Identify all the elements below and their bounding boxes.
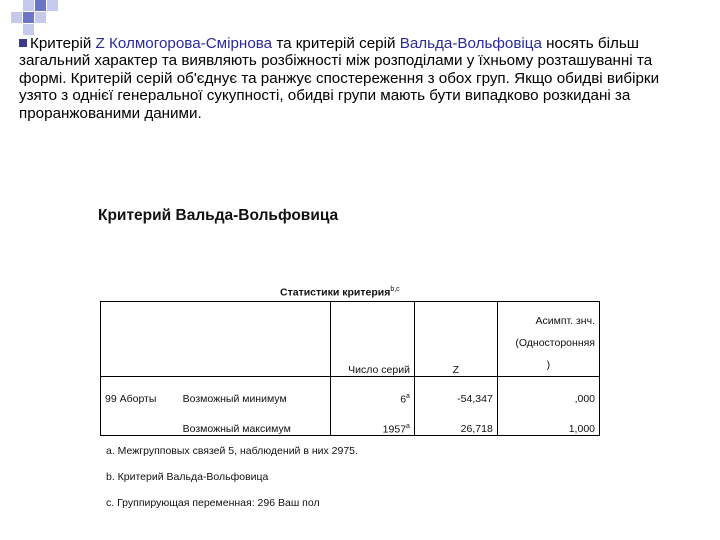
table-title-footnote: b,c (390, 286, 400, 293)
ww-test-name: Вальда-Вольфовіца (399, 35, 542, 52)
table-row (101, 377, 600, 406)
sig-value: ,000 (497, 377, 599, 406)
header-asymp-line1: Асимпт. знч. (535, 315, 595, 327)
table-title (280, 286, 400, 299)
footnote-b: b. Критерий Вальда-Вольфовица (106, 471, 269, 483)
row-label: Возможный максимум (179, 405, 331, 436)
group-label: 99 Аборты (101, 377, 179, 406)
bullet-icon (19, 39, 27, 47)
table-header-row (101, 302, 600, 377)
header-asymp-line2: (Односторонняя (515, 337, 595, 349)
header-asymp-line3: ) (546, 359, 551, 371)
footnote-a: a. Межгрупповых связей 5, наблюдений в них 2975. (106, 445, 358, 457)
and-text: та критерій серій (272, 35, 400, 52)
table-footnotes (106, 445, 358, 523)
z-value: -54,347 (414, 377, 497, 406)
decorative-squares (0, 0, 80, 40)
sig-value: 1,000 (497, 405, 599, 436)
table-title-text: Статистики критерия (280, 286, 391, 299)
runs-value: 6$^a$ (330, 377, 414, 406)
row-label: Возможный минимум (179, 377, 331, 406)
description-paragraph (19, 35, 699, 122)
test-statistics-table (100, 301, 600, 436)
spss-output-title: Критерий Вальда-Вольфовица (98, 207, 339, 224)
ks-test-name: Z Колмогорова-Смірнова (95, 35, 273, 52)
runs-value: 1957$^a$ (330, 405, 414, 436)
z-value: 26,718 (414, 405, 497, 436)
body-text: носять більш загальний характер та виявляють розбіжності між розподілами у їхньому розташуванні та формі. Критерій серій об'єднує та ранжує спостереження з обох груп. Якщо обидві вибірки узято з однієї генеральної сукупності, обидві групи мають бути випадково розкидані за проранжованими даними. (19, 35, 660, 122)
header-asymp-sig (497, 302, 599, 377)
header-z: Z (414, 302, 497, 377)
table-row (101, 405, 600, 436)
intro-text: Критерій (30, 35, 96, 52)
header-runs: Число серий (330, 302, 414, 377)
footnote-c: c. Группирующая переменная: 296 Ваш пол (106, 497, 320, 509)
